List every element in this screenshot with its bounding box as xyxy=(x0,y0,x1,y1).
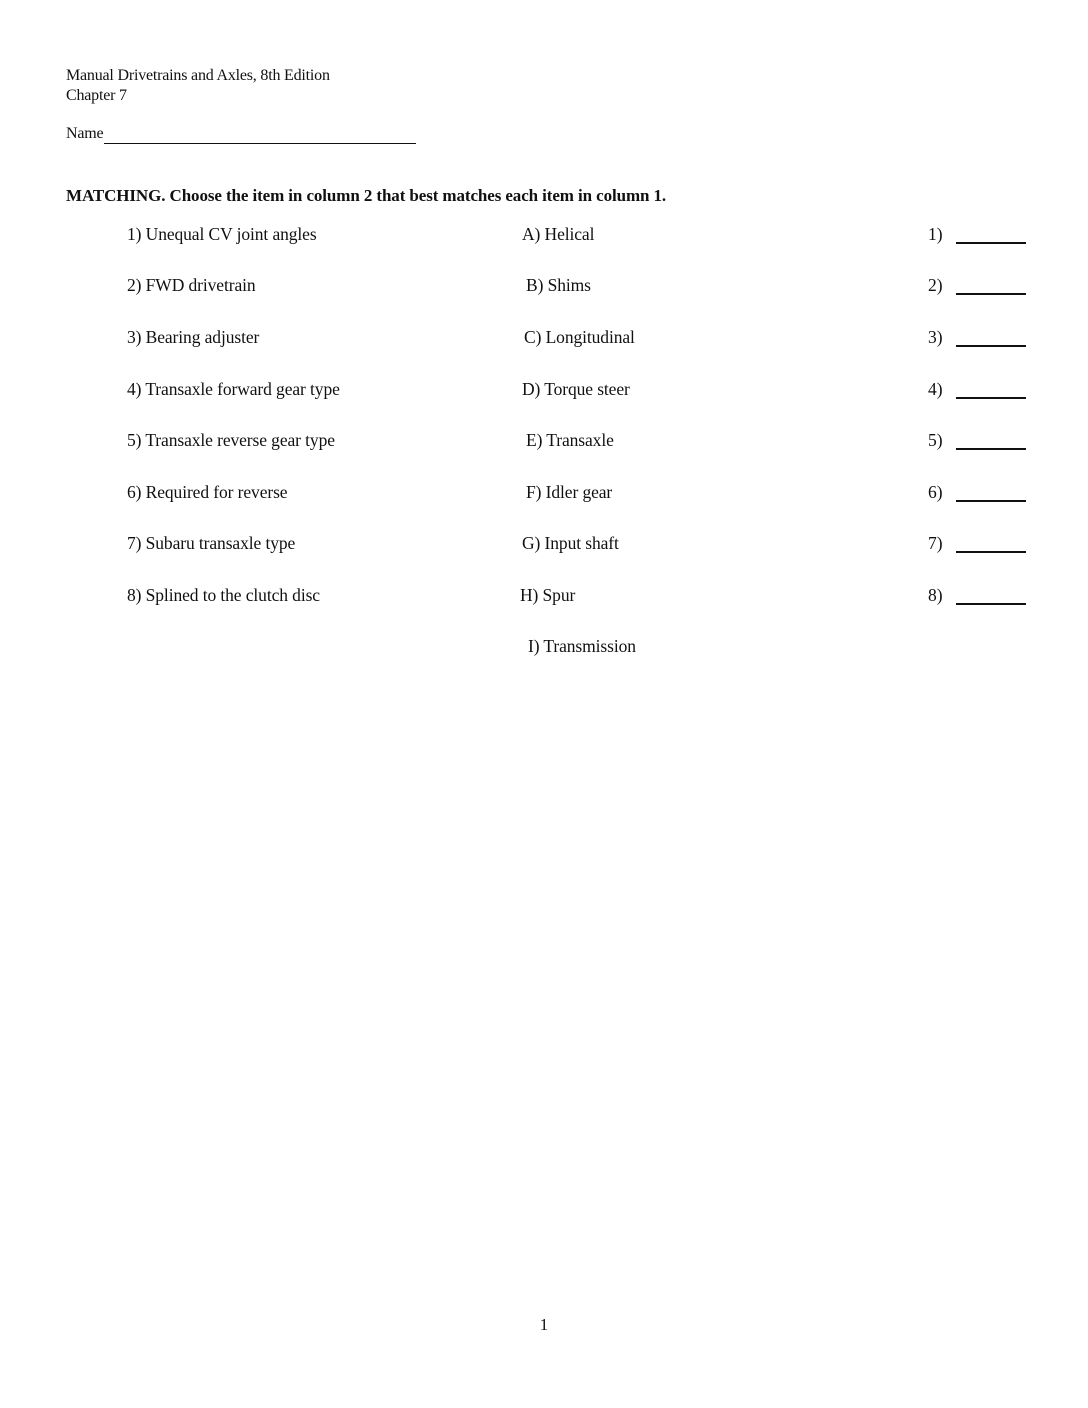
answer-blank[interactable] xyxy=(956,551,1026,553)
column2-choice: C) Longitudinal xyxy=(524,327,635,347)
matching-instructions: MATCHING. Choose the item in column 2 that best matches each item in column 1. xyxy=(66,186,667,205)
answer-blank[interactable] xyxy=(956,242,1026,244)
column2-choice: I) Transmission xyxy=(528,636,636,656)
matching-row-extra xyxy=(0,634,1088,658)
column2-choice: E) Transaxle xyxy=(526,430,614,450)
column1-term: 3) Bearing adjuster xyxy=(127,327,260,347)
answer-blank[interactable] xyxy=(956,500,1026,502)
page-number: 1 xyxy=(539,1315,549,1334)
answer-number: 7) xyxy=(928,533,943,553)
matching-row xyxy=(0,428,1088,452)
matching-row xyxy=(0,222,1088,246)
answer-number: 8) xyxy=(928,585,943,605)
column1-term: 2) FWD drivetrain xyxy=(127,275,256,295)
column2-choice: B) Shims xyxy=(526,275,591,295)
column1-term: 7) Subaru transaxle type xyxy=(127,533,296,553)
answer-blank[interactable] xyxy=(956,345,1026,347)
answer-number: 5) xyxy=(928,430,943,450)
matching-row xyxy=(0,325,1088,349)
column1-term: 1) Unequal CV joint angles xyxy=(127,224,317,244)
answer-blank[interactable] xyxy=(956,397,1026,399)
matching-row xyxy=(0,377,1088,401)
column1-term: 5) Transaxle reverse gear type xyxy=(127,430,335,450)
column2-choice: D) Torque steer xyxy=(522,379,630,399)
column2-choice: F) Idler gear xyxy=(526,482,613,502)
name-label: Name xyxy=(66,125,104,142)
column2-choice: A) Helical xyxy=(522,224,595,244)
answer-number: 2) xyxy=(928,275,943,295)
answer-number: 4) xyxy=(928,379,943,399)
matching-row xyxy=(0,531,1088,555)
column1-term: 8) Splined to the clutch disc xyxy=(127,585,320,605)
column2-choice: H) Spur xyxy=(520,585,576,605)
column1-term: 6) Required for reverse xyxy=(127,482,288,502)
book-title: Manual Drivetrains and Axles, 8th Edition xyxy=(66,67,330,84)
column1-term: 4) Transaxle forward gear type xyxy=(127,379,340,399)
matching-row xyxy=(0,480,1088,504)
answer-number: 6) xyxy=(928,482,943,502)
answer-blank[interactable] xyxy=(956,448,1026,450)
answer-number: 3) xyxy=(928,327,943,347)
name-row xyxy=(66,124,416,144)
answer-blank[interactable] xyxy=(956,603,1026,605)
answer-blank[interactable] xyxy=(956,293,1026,295)
chapter-label: Chapter 7 xyxy=(66,87,127,104)
name-blank-line[interactable] xyxy=(104,125,416,144)
matching-row xyxy=(0,583,1088,607)
matching-row xyxy=(0,273,1088,297)
column2-choice: G) Input shaft xyxy=(522,533,619,553)
answer-number: 1) xyxy=(928,224,943,244)
